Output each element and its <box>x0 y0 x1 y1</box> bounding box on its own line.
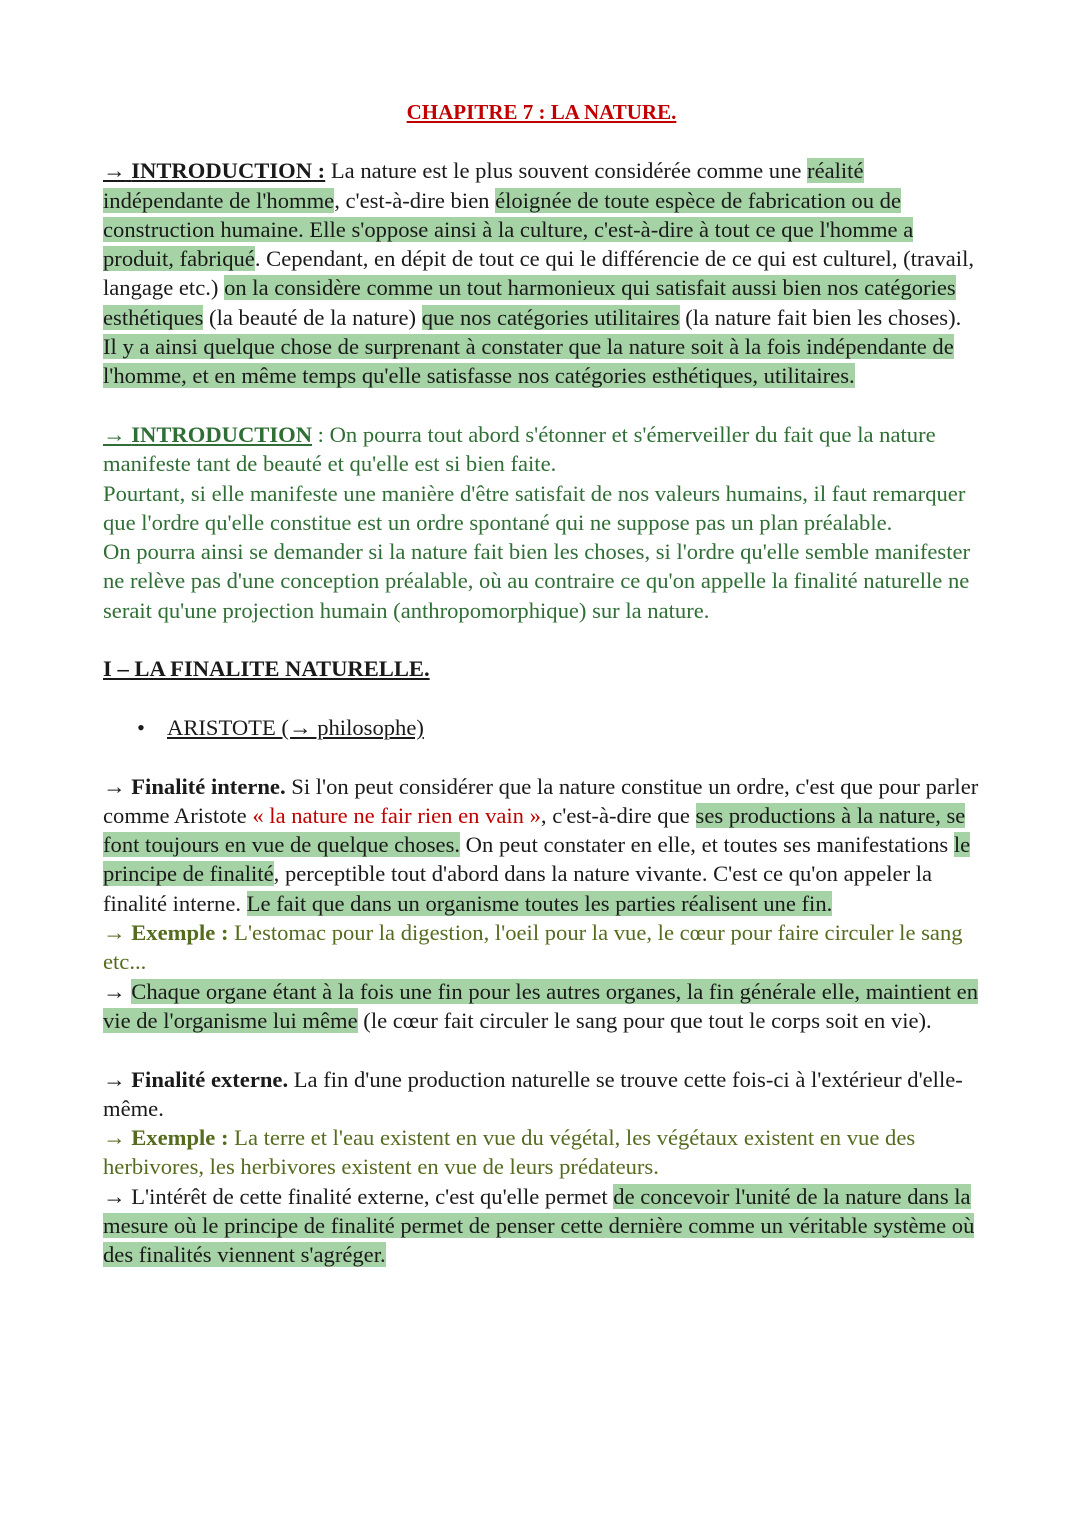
intro-question-paragraph: Pourtant, si elle manifeste une manière d'être satisfait de nos valeurs humains, il faut remarquer que l'ordre qu'elle constitue est un ordre spontané qui ne suppose pas un plan préalable. <box>103 480 966 535</box>
intro-paragraph <box>103 156 980 390</box>
body-text: Si l'on peut considérer que la nature constitue un ordre, c'est que pour parler comme Aristote <box>103 773 979 828</box>
highlight: Il y a ainsi quelque chose de surprenant à constater que la nature soit à la fois indépendante de l'homme, et en même temps qu'elle satisfasse nos catégories esthétiques, utilitaires. <box>103 334 954 389</box>
section-heading: I – LA FINALITE NATURELLE. <box>103 656 430 682</box>
example-paragraph <box>103 1123 980 1182</box>
example-text: L'estomac pour la digestion, l'oeil pour la vue, le cœur pour faire circuler le sang etc... <box>103 920 963 975</box>
intro-question-section <box>103 420 980 625</box>
body-text: On peut constater en elle, et toutes ses manifestations <box>460 832 954 858</box>
intro-question-paragraph: On pourra ainsi se demander si la nature fait bien les choses, si l'ordre qu'elle semble manifester ne relève pas d'une conception préalable, où au contraire ce qu'on appelle la finalité naturelle ne serait qu'une projection humain (anthropomorphique) sur la nature. <box>103 539 971 623</box>
chapter-title: CHAPITRE 7 : LA NATURE. <box>406 100 677 124</box>
example-text: La terre et l'eau existent en vue du végétal, les végétaux existent en vue des herbivores, les herbivores existent en vue de leurs prédateurs. <box>103 1125 916 1180</box>
highlight: le principe de finalité <box>103 832 971 887</box>
example-label: → Exemple : <box>103 920 229 946</box>
intro-question-paragraph <box>103 420 980 479</box>
body-text: → L'intérêt de cette finalité externe, c'est qu'elle permet <box>103 1183 614 1209</box>
body-text: (le cœur fait circuler le sang pour que tout le corps soit en vie). <box>357 1007 932 1033</box>
intro-text: . Cependant, en dépit de tout ce qui le différencie de ce qui est culturel, (travail, langage etc.) <box>103 246 975 301</box>
highlight: ses productions à la nature, se font toujours en vue de quelque choses. <box>103 802 966 858</box>
highlight: que nos catégories utilitaires <box>421 304 680 330</box>
intro-text: : On pourra tout abord s'étonner et s'émerveiller du fait que la nature manifeste tant de beauté et qu'elle est si bien faite. <box>103 421 936 477</box>
intro-text: La nature est le plus souvent considérée comme une <box>325 158 808 184</box>
intro-label: INTRODUCTION <box>131 421 313 447</box>
bullet-text: ARISTOTE (→ philosophe) <box>167 714 424 740</box>
quote: « la nature ne fair rien en vain » <box>252 802 541 828</box>
bullet-item <box>103 713 980 742</box>
intro-text: (la nature fait bien les choses). <box>679 304 962 330</box>
highlight: réalité indépendante de l'homme <box>103 158 864 213</box>
intro-text: , c'est-à-dire bien <box>334 187 496 213</box>
highlight: éloignée de toute espèce de fabrication ou de construction humaine. Elle s'oppose ainsi à la culture, c'est-à-dire à tout ce que l'homme a produit, fabriqué <box>103 187 914 272</box>
arrow-icon: → <box>103 773 126 799</box>
arrow-icon: → <box>103 158 126 184</box>
arrow-icon: → <box>103 421 126 447</box>
arrow-icon: → <box>103 1066 126 1092</box>
bullet-icon: • <box>137 714 145 740</box>
body-text: , c'est-à-dire que <box>540 802 696 828</box>
arrow-icon: → <box>103 978 132 1004</box>
conclusion-paragraph <box>103 977 980 1036</box>
example-label: → Exemple : <box>103 1125 229 1151</box>
conclusion-paragraph <box>103 1182 980 1270</box>
highlight: Le fait que dans un organisme toutes les parties réalisent une fin. <box>246 890 833 916</box>
intro-label: INTRODUCTION : <box>131 158 326 184</box>
subheading: Finalité externe. <box>131 1066 289 1092</box>
highlight: de concevoir l'unité de la nature dans la mesure où le principe de finalité permet de penser cette dernière comme un véritable système où des finalités viennent s'agréger. <box>103 1183 975 1268</box>
finalite-interne-paragraph <box>103 772 980 918</box>
body-text: La fin d'une production naturelle se trouve cette fois-ci à l'extérieur d'elle-même. <box>103 1066 963 1121</box>
body-text: , perceptible tout d'abord dans la nature vivante. C'est ce qu'on appeler la finalité interne. <box>103 861 933 916</box>
subheading: Finalité interne. <box>131 773 286 799</box>
finalite-externe-section <box>103 1065 980 1270</box>
finalite-interne-section <box>103 772 980 1036</box>
finalite-externe-paragraph <box>103 1065 980 1124</box>
highlight: Chaque organe étant à la fois une fin pour les autres organes, la fin générale elle, maintient en vie de l'organisme lui même <box>103 978 978 1033</box>
intro-text: (la beauté de la nature) <box>203 304 422 330</box>
example-paragraph <box>103 918 980 977</box>
highlight: on la considère comme un tout harmonieux qui satisfait aussi bien nos catégories esthétiques <box>103 275 956 330</box>
